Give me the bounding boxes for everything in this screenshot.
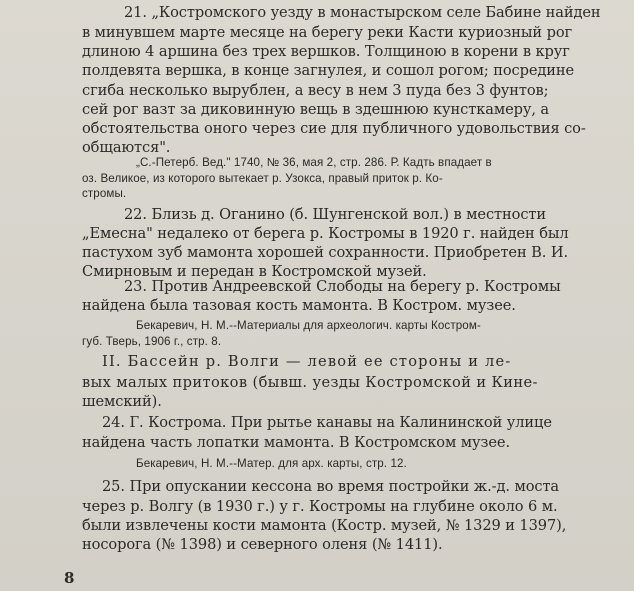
section-2-line-3: шемский). bbox=[82, 393, 162, 410]
entry-23-line-2: найдена была тазовая кость мамонта. В Костром. музее. bbox=[82, 297, 516, 314]
page-number: 8 bbox=[64, 569, 75, 587]
entry-21-line-5: сгиба несколько вырублен, а весу в нем 3 пуда без 3 фунтов; bbox=[82, 82, 549, 99]
entry-22-line-4: Смирновым и передан в Костромской музей. bbox=[82, 263, 427, 280]
entry-22-line-1: 22. Близь д. Оганино (б. Шунгенской вол.) в местности bbox=[124, 206, 546, 223]
entry-25-line-1: 25. При опускании кессона во время постройки ж.-д. моста bbox=[102, 478, 560, 495]
entry-21-line-2: в минувшем марте месяце на берегу реки Касти куриозный рог bbox=[82, 24, 573, 41]
entry-24-line-1: 24. Г. Кострома. При рытье канавы на Калининской улице bbox=[102, 414, 552, 431]
entry-22-line-3: пастухом зуб мамонта хорошей сохранности. Приобретен В. И. bbox=[82, 244, 568, 261]
entry-21-line-7: обстоятельства оного через сие для публичного удовольствия со- bbox=[82, 120, 586, 137]
section-2-line-2: вых малых притоков (бывш. уезды Костромской и Кине- bbox=[82, 374, 538, 391]
entry-23-line-1: 23. Против Андреевской Слободы на берегу р. Костромы bbox=[124, 278, 561, 295]
entry-21-line-6: сей рог вазт за диковинную вещь в здешнюю кунсткамеру, а bbox=[82, 101, 550, 118]
entry-24-line-2: найдена часть лопатки мамонта. В Костромском музее. bbox=[82, 434, 510, 451]
entry-21-citation-line-2: оз. Великое, из которого вытекает р. Узокса, правый приток р. Ко- bbox=[82, 172, 443, 185]
entry-25-line-4: носорога (№ 1398) и северного оленя (№ 1411). bbox=[82, 536, 443, 553]
entry-25-line-2: через р. Волгу (в 1930 г.) у г. Костромы на глубине около 6 м. bbox=[82, 498, 558, 515]
entry-23-citation-line-2: губ. Тверь, 1906 г., стр. 8. bbox=[82, 335, 222, 348]
entry-24-citation-line-1: Бекаревич, Н. М.--Матер. для арх. карты, стр. 12. bbox=[136, 457, 407, 470]
entry-21-line-4: полдевята вершка, в конце загнулея, и сошол рогом; посредине bbox=[82, 62, 575, 79]
entry-21-line-3: длиною 4 аршина без трех вершков. Толщиною в корени в круг bbox=[82, 43, 570, 60]
entry-21-citation-line-3: стромы. bbox=[82, 187, 127, 200]
entry-21-citation-line-1: „С.-Петерб. Вед." 1740, № 36, мая 2, стр. 286. Р. Кадть впадает в bbox=[136, 156, 492, 169]
entry-25-line-3: были извлечены кости мамонта (Костр. музей, № 1329 и 1397), bbox=[82, 517, 567, 534]
entry-22-line-2: „Емесна" недалеко от берега р. Костромы в 1920 г. найден был bbox=[82, 225, 569, 242]
entry-21-line-8: общаются". bbox=[82, 139, 171, 156]
section-2-line-1: II. Бассейн р. Волги — левой ее стороны и ле- bbox=[102, 353, 512, 370]
entry-21-line-1: 21. „Костромского уезду в монастырском селе Бабине найден bbox=[124, 4, 601, 21]
entry-23-citation-line-1: Бекаревич, Н. М.--Материалы для археологич. карты Костром- bbox=[136, 319, 481, 332]
